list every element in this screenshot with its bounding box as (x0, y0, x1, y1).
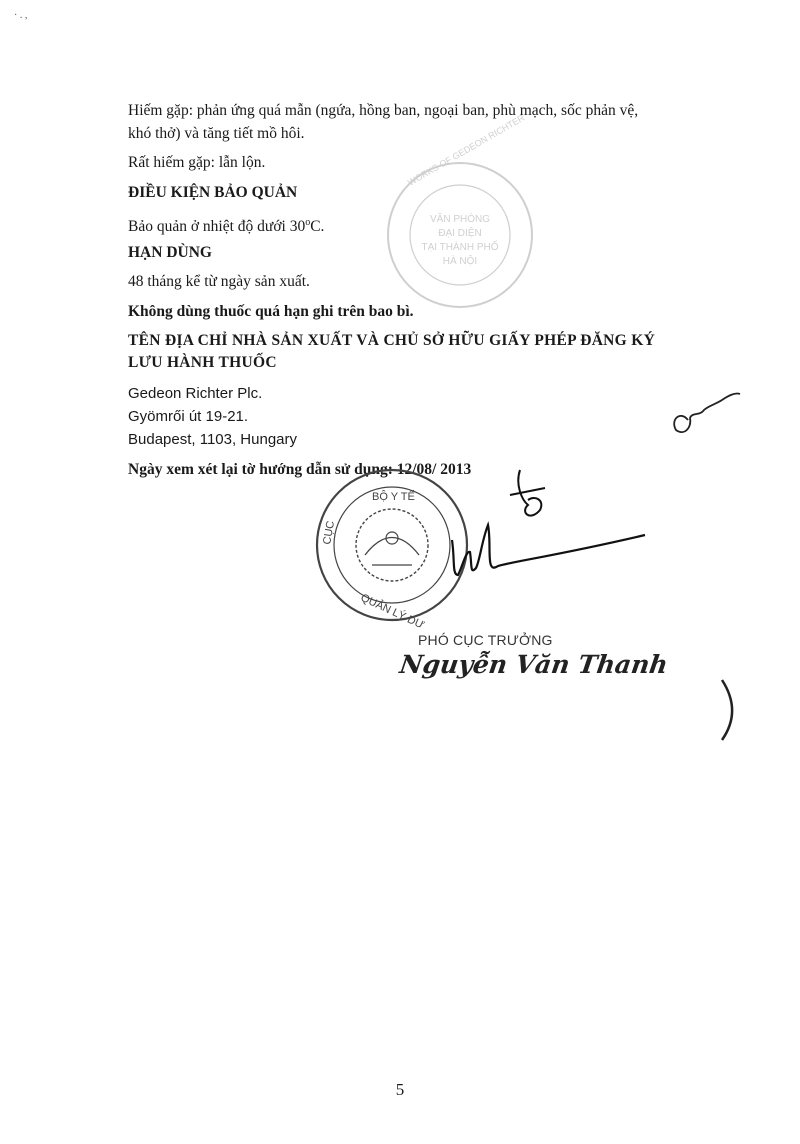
ministry-stamp (317, 470, 467, 632)
svg-text:CỤC: CỤC (321, 519, 338, 546)
svg-text:ĐẠI DIỆN: ĐẠI DIỆN (438, 228, 482, 239)
main-signature (452, 525, 645, 575)
svg-text:QUẢN LÝ DƯ: QUẢN LÝ DƯ (358, 591, 427, 632)
expiry-warning: Không dùng thuốc quá hạn ghi trên bao bì. (128, 303, 414, 320)
expiry-text: 48 tháng kể từ ngày sản xuất. (128, 273, 310, 290)
manufacturer-heading-line-2: LƯU HÀNH THUỐC (128, 354, 277, 371)
rare-effects-line-1: Hiếm gặp: phản ứng quá mẫn (ngứa, hồng ban, ngoại ban, phù mạch, sốc phản vệ, (128, 102, 639, 119)
review-date: Ngày xem xét lại tờ hướng dẫn sử dụng: 12/08/ 2013 (128, 461, 472, 478)
svg-text:BỘ Y TẾ: BỘ Y TẾ (372, 491, 415, 503)
signatory-name: Nguyễn Văn Thanh (397, 650, 670, 679)
svg-text:WORKS OF GEDEON RICHTER: WORKS OF GEDEON RICHTER (406, 112, 527, 188)
rare-effects-line-2: khó thở) và tăng tiết mồ hôi. (128, 125, 305, 142)
manufacturer-city: Budapest, 1103, Hungary (128, 431, 298, 448)
manufacturer-heading-line-1: TÊN ĐỊA CHỈ NHÀ SẢN XUẤT VÀ CHỦ SỞ HỮU GIẤY PHÉP ĐĂNG KÝ (128, 332, 656, 349)
initials-signature (510, 470, 545, 516)
signatory-title: PHÓ CỤC TRƯỞNG (418, 632, 553, 648)
page-number: 5 (395, 1080, 405, 1099)
manufacturer-street: Gyömrői út 19-21. (128, 408, 249, 425)
svg-text:TẠI THÀNH PHỐ: TẠI THÀNH PHỐ (421, 242, 499, 253)
storage-heading: ĐIỀU KIỆN BẢO QUẢN (128, 184, 298, 201)
margin-initials (674, 393, 740, 432)
expiry-heading: HẠN DÙNG (128, 244, 212, 261)
very-rare-effects-line: Rất hiếm gặp: lẫn lộn. (128, 154, 266, 171)
scan-specks: · . , (14, 10, 28, 21)
svg-text:HÀ NỘI: HÀ NỘI (442, 256, 478, 267)
manufacturer-name: Gedeon Richter Plc. (128, 385, 263, 402)
storage-text-main: Bảo quản ở nhiệt độ dưới 30 (128, 218, 306, 236)
degree-superscript: o (305, 217, 311, 228)
office-stamp (388, 112, 532, 307)
storage-text-unit: C. (310, 218, 325, 236)
margin-mark (722, 680, 732, 740)
svg-text:VĂN PHÒNG: VĂN PHÒNG (429, 214, 491, 225)
